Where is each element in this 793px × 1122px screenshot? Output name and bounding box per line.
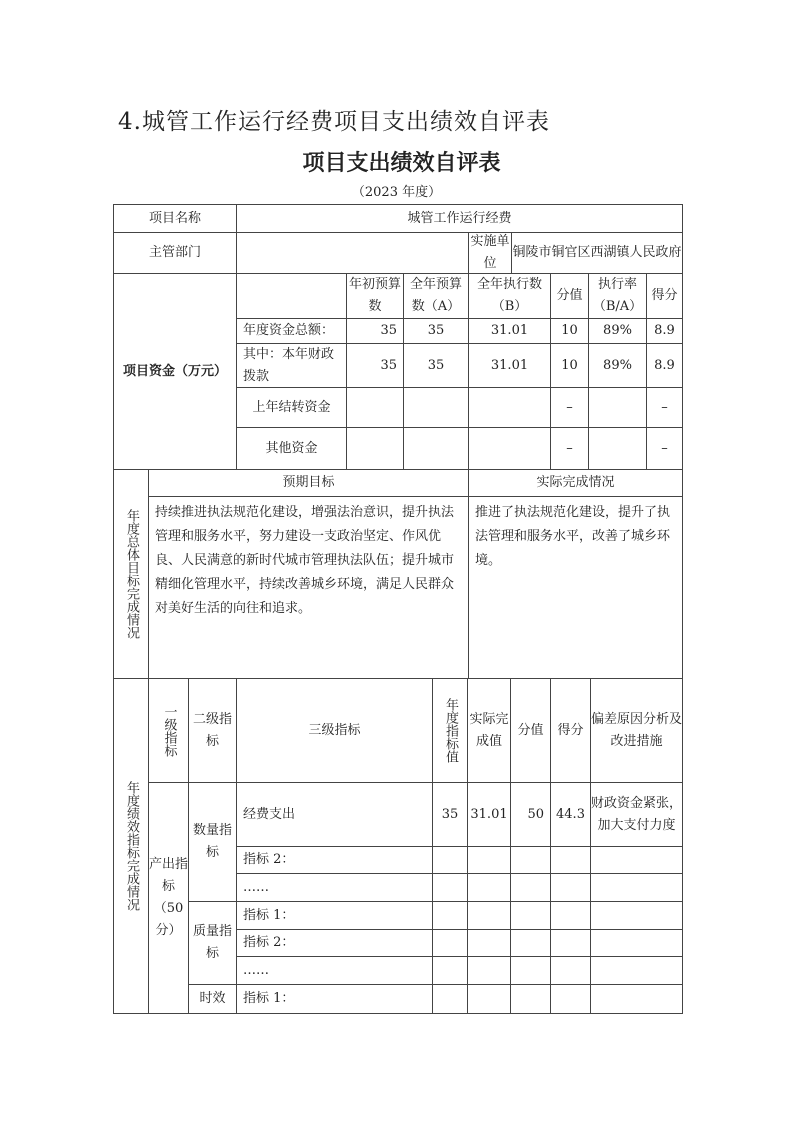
funds-cell <box>346 427 404 470</box>
level3-cell <box>236 782 433 847</box>
funds-header <box>646 273 683 319</box>
funds-cell <box>588 427 647 470</box>
level2-cell <box>188 782 237 902</box>
target-cell <box>432 956 468 985</box>
funds-cell-text: – <box>566 440 573 456</box>
level3-cell <box>236 846 433 874</box>
project-name-value <box>236 204 683 233</box>
level2-cell-text: 数量指标 <box>192 823 232 860</box>
funds-row-name <box>236 318 347 344</box>
section-heading: 4.城管工作运行经费项目支出绩效自评表 <box>118 109 550 135</box>
score-value-cell-text: 50 <box>527 806 544 822</box>
page-title: 项目支出绩效自评表 <box>302 151 501 176</box>
reason-cell <box>590 873 683 902</box>
funds-label <box>113 273 237 470</box>
funds-row-name-text: 其他资金 <box>265 440 318 456</box>
level3-cell-text: 指标 2： <box>243 935 295 950</box>
funds-cell-text: 35 <box>380 357 397 373</box>
funds-row-name-text: 上年结转资金 <box>252 399 331 415</box>
reason-cell <box>590 929 683 957</box>
expected-header <box>148 469 469 497</box>
score-value-cell <box>510 929 551 957</box>
level2-cell-text: 质量指标 <box>192 924 232 961</box>
score-cell <box>550 929 591 957</box>
indicator-header-text: 二级指标 <box>192 711 232 749</box>
funds-cell-text: 35 <box>427 357 445 373</box>
project-name-value-text: 城管工作运行经费 <box>407 210 512 226</box>
actual-cell <box>467 846 511 874</box>
score-value-cell <box>510 846 551 874</box>
funds-cell <box>646 343 683 388</box>
score-cell <box>550 782 591 847</box>
funds-header-text: 执行率（B/A） <box>592 277 643 314</box>
level2-cell-text: 时效 <box>199 991 226 1006</box>
funds-cell <box>588 318 647 344</box>
indicator-header-text: 得分 <box>557 722 584 738</box>
level3-cell <box>236 984 433 1014</box>
funds-label-text: 项目资金（万元） <box>122 363 227 379</box>
indicator-header <box>236 678 433 783</box>
funds-cell-text: 35 <box>380 323 397 338</box>
funds-cell-text: 89% <box>603 323 632 338</box>
actual-cell <box>467 782 511 847</box>
funds-cell <box>646 318 683 344</box>
funds-row-name <box>236 387 347 428</box>
funds-header <box>588 273 647 319</box>
level3-cell <box>236 956 433 985</box>
target-cell <box>432 901 468 930</box>
score-cell-text: 44.3 <box>556 806 585 822</box>
actual-cell <box>467 984 511 1014</box>
indicators-label <box>113 678 149 1014</box>
funds-row-name-text: 年度资金总额： <box>243 323 335 338</box>
impl-value-text: 铜陵市铜官区西湖镇人民政府 <box>512 245 682 260</box>
funds-cell-text: 10 <box>561 357 578 373</box>
indicator-header <box>432 678 468 783</box>
actual-cell-text: 31.01 <box>470 806 508 822</box>
funds-header <box>468 273 551 319</box>
funds-row-name <box>236 343 347 388</box>
level1-cell <box>148 782 189 1014</box>
funds-cell <box>550 318 589 344</box>
funds-cell <box>468 318 551 344</box>
dept-label <box>113 232 237 274</box>
reason-cell <box>590 782 683 847</box>
level1-cell-text: 产出指标（50分） <box>149 857 189 938</box>
reason-cell-text: 财政资金紧张，加大支付力度 <box>591 795 683 833</box>
funds-header <box>550 273 589 319</box>
funds-cell-text: 89% <box>603 357 632 373</box>
funds-cell <box>403 387 469 428</box>
funds-cell <box>468 427 551 470</box>
score-value-cell <box>510 956 551 985</box>
funds-header-text: 全年预算数（A） <box>409 277 462 314</box>
funds-cell <box>346 343 404 388</box>
funds-header <box>346 273 404 319</box>
expected-text-text: 持续推进执法规范化建设，增强法治意识，提升执法管理和服务水平，努力建设一支政治坚定、作风优良、人民满意的新时代城市管理执法队伍；提升城市精细化管理水平，持续改善城乡环境，满足人民群众对美好生活的向往和追求。 <box>155 505 455 616</box>
funds-cell-text: 31.01 <box>490 357 529 373</box>
score-value-cell <box>510 873 551 902</box>
actual-cell <box>467 929 511 957</box>
level2-cell <box>188 984 237 1014</box>
actual-header-text: 实际完成情况 <box>536 475 615 490</box>
reason-cell <box>590 846 683 874</box>
level3-cell-text: …… <box>243 962 269 978</box>
target-cell <box>432 782 468 847</box>
funds-header <box>403 273 469 319</box>
funds-cell <box>646 427 683 470</box>
reason-cell <box>590 901 683 930</box>
indicators-label-text: 年度绩效指标完成情况 <box>124 781 139 911</box>
level3-cell <box>236 929 433 957</box>
goals-label-text: 年度总体目标完成情况 <box>124 509 139 639</box>
project-name-label-text: 项目名称 <box>148 210 201 226</box>
funds-cell-text: 8.9 <box>654 357 675 373</box>
funds-cell <box>403 318 469 344</box>
impl-label <box>468 232 512 274</box>
funds-cell-text: – <box>661 399 668 415</box>
indicator-header-text: 实际完成值 <box>469 711 509 749</box>
funds-cell-text: 35 <box>427 323 445 338</box>
funds-cell-text: 31.01 <box>490 323 529 338</box>
funds-cell-text: 8.9 <box>654 323 675 338</box>
score-value-cell <box>510 901 551 930</box>
funds-cell <box>646 387 683 428</box>
level3-cell <box>236 901 433 930</box>
level3-cell-text: 指标 1： <box>243 991 295 1006</box>
actual-cell <box>467 901 511 930</box>
year-label: （2023 年度） <box>351 185 442 200</box>
funds-cell <box>468 387 551 428</box>
funds-cell <box>588 343 647 388</box>
funds-cell-text: 10 <box>561 323 578 338</box>
score-cell <box>550 984 591 1014</box>
dept-label-text: 主管部门 <box>148 245 201 260</box>
funds-header-text: 年初预算数 <box>348 277 401 314</box>
score-cell <box>550 956 591 985</box>
target-cell <box>432 984 468 1014</box>
funds-cell <box>550 387 589 428</box>
funds-row-name <box>236 427 347 470</box>
dept-value <box>236 232 469 274</box>
funds-header-blank <box>236 273 347 319</box>
target-cell <box>432 929 468 957</box>
indicator-header <box>148 678 189 783</box>
indicator-header-text: 分值 <box>517 722 544 738</box>
score-cell <box>550 901 591 930</box>
expected-text <box>148 496 469 679</box>
goals-label <box>113 469 149 679</box>
expected-header-text: 预期目标 <box>282 475 335 490</box>
indicator-header-text: 偏差原因分析及改进措施 <box>591 711 683 749</box>
indicator-header <box>590 678 683 783</box>
reason-cell <box>590 984 683 1014</box>
score-value-cell <box>510 782 551 847</box>
level2-cell <box>188 901 237 985</box>
indicator-header <box>467 678 511 783</box>
funds-cell <box>468 343 551 388</box>
funds-row-name-text: 其中：本年财政拨款 <box>243 346 335 384</box>
funds-header-text: 得分 <box>651 288 678 303</box>
funds-cell <box>403 427 469 470</box>
funds-header-text: 全年执行数（B） <box>476 277 542 314</box>
funds-cell-text: – <box>661 440 668 456</box>
level3-cell-text: 指标 2： <box>243 852 295 867</box>
level3-cell-text: …… <box>243 879 269 895</box>
actual-cell <box>467 956 511 985</box>
indicator-header <box>188 678 237 783</box>
project-name-label <box>113 204 237 233</box>
impl-value <box>511 232 683 274</box>
indicator-header <box>550 678 591 783</box>
target-cell <box>432 873 468 902</box>
actual-text <box>468 496 683 679</box>
score-cell <box>550 873 591 902</box>
impl-label-text: 实施单位 <box>470 234 510 271</box>
funds-cell <box>588 387 647 428</box>
level3-cell-text: 指标 1： <box>243 907 295 923</box>
funds-cell <box>346 318 404 344</box>
indicator-header <box>510 678 551 783</box>
actual-header <box>468 469 683 497</box>
level3-cell-text: 经费支出 <box>243 806 296 822</box>
actual-cell <box>467 873 511 902</box>
funds-cell-text: – <box>566 399 573 415</box>
reason-cell <box>590 956 683 985</box>
target-cell-text: 35 <box>441 806 459 822</box>
funds-header-text: 分值 <box>556 288 583 303</box>
funds-cell <box>346 387 404 428</box>
funds-cell <box>550 427 589 470</box>
level3-cell <box>236 873 433 902</box>
score-cell <box>550 846 591 874</box>
indicator-header-text: 年度指标值 <box>443 698 458 763</box>
funds-cell <box>403 343 469 388</box>
score-value-cell <box>510 984 551 1014</box>
actual-text-text: 推进了执法规范化建设，提升了执法管理和服务水平，改善了城乡环境。 <box>475 505 671 568</box>
indicator-header-text: 一级指标 <box>161 704 177 757</box>
funds-cell <box>550 343 589 388</box>
target-cell <box>432 846 468 874</box>
indicator-header-text: 三级指标 <box>308 722 361 738</box>
